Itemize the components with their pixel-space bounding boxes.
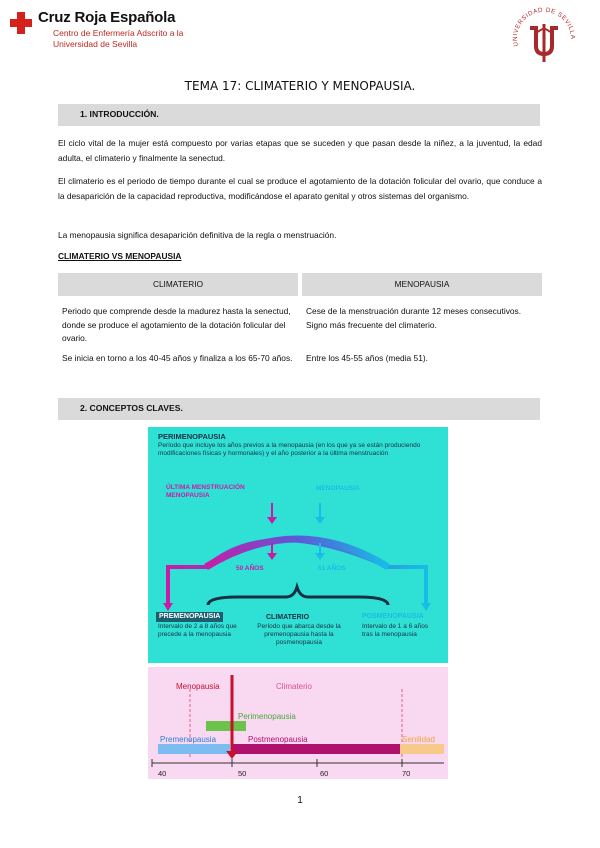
section-label: 1. INTRODUCCIÓN. <box>80 109 159 119</box>
label-postmenopausia: Postmenopausia <box>248 735 308 744</box>
table-header-climaterio: CLIMATERIO <box>58 273 298 296</box>
climaterio-description: Período que abarca desde la premenopausia hasta la posmenopausia <box>257 623 341 646</box>
age-51-label: 51 AÑOS <box>318 565 346 572</box>
label-senilidad: Senilidad <box>402 735 435 744</box>
table-header-menopausia: MENOPAUSIA <box>302 273 542 296</box>
ultima-menstruacion-label: ÚLTIMA MENSTRUACIÓN <box>166 484 245 491</box>
paragraph-menopausia: La menopausia significa desaparición definitiva de la regla o menstruación. <box>58 230 337 240</box>
org-subtitle-line2: Universidad de Sevilla <box>53 39 138 49</box>
tick-70: 70 <box>402 769 411 778</box>
org-subtitle-line1: Centro de Enfermería Adscrito a la <box>53 28 184 38</box>
posmenopausia-title: POSMENOPAUSIA <box>362 613 424 620</box>
premenopausia-description: Intervalo de 2 a 8 años que precede a la menopausia <box>158 623 237 638</box>
label-perimenopausia: Perimenopausia <box>238 712 296 721</box>
postmenopausia-bar <box>232 744 400 754</box>
red-cross-logo-icon <box>10 12 32 34</box>
perimenopausia-bar <box>206 721 246 731</box>
table-cell: Se inicia en torno a los 40-45 años y finaliza a los 65-70 años. <box>62 353 293 363</box>
section-heading-conceptos-claves <box>58 398 540 420</box>
premenopausia-title: PREMENOPAUSIA <box>156 612 223 622</box>
org-name: Cruz Roja Española <box>38 9 176 26</box>
seal-text: UNIVERSIDAD DE SEVILLA <box>511 6 577 47</box>
figure-timeline <box>148 667 448 779</box>
page-title: TEMA 17: CLIMATERIO Y MENOPAUSIA. <box>184 79 416 93</box>
climaterio-title: CLIMATERIO <box>266 614 310 621</box>
section-label: 2. CONCEPTOS CLAVES. <box>80 403 183 413</box>
premenopausia-bar <box>158 744 230 754</box>
label-menopausia: Menopausia <box>176 682 220 691</box>
perimenopausia-description: Período que incluye los años previos a la menopausia (en los que ya se están produciendo modificaciones físicas y hormonales) y el año posterior a la última menstruación <box>158 442 421 457</box>
posmenopausia-description: Intervalo de 1 a 6 años tras la menopausia <box>362 623 429 638</box>
tick-50: 50 <box>238 769 247 778</box>
label-premenopausia: Premenopausia <box>160 735 217 744</box>
page-number: 1 <box>297 795 303 806</box>
menopausia-label: MENOPAUSIA <box>316 485 360 492</box>
table-cell: Periodo que comprende desde la madurez hasta la senectud, donde se produce el agotamiento de la dotación folicular del ovario. <box>62 306 291 343</box>
label-climaterio: Climaterio <box>276 682 313 691</box>
senilidad-bar <box>400 744 444 754</box>
age-50-label: 50 AÑOS <box>236 565 264 572</box>
perimenopausia-title: PERIMENOPAUSIA <box>158 432 226 441</box>
paragraph-ciclo-vital: El ciclo vital de la mujer está compuesto por varias etapas que se suceden y que pasan desde la niñez, a la juventud, la edad adulta, el climaterio y finalmente la senectud. <box>58 138 542 163</box>
figure-climaterio-diagram <box>148 427 448 663</box>
ultima-menopausia-label: MENOPAUSIA <box>166 492 210 499</box>
timeline-chart <box>148 667 448 779</box>
tick-60: 60 <box>320 769 329 778</box>
paragraph-climaterio: El climaterio es el periodo de tiempo durante el cual se produce el agotamiento de la dotación folicular del ovario, que conduce a la desaparición de la capacidad reproductiva, modificándose el aparato genital y otros sistemas del organismo. <box>58 176 542 201</box>
section-heading-introduccion <box>58 104 540 126</box>
tick-40: 40 <box>158 769 167 778</box>
table-cell: Cese de la menstruación durante 12 meses consecutivos. Signo más frecuente del climaterio. <box>306 306 522 330</box>
table-cell: Entre los 45-55 años (media 51). <box>306 353 428 363</box>
university-seal-logo <box>510 6 578 68</box>
subheading-climaterio-vs-menopausia: CLIMATERIO VS MENOPAUSIA <box>58 251 182 261</box>
